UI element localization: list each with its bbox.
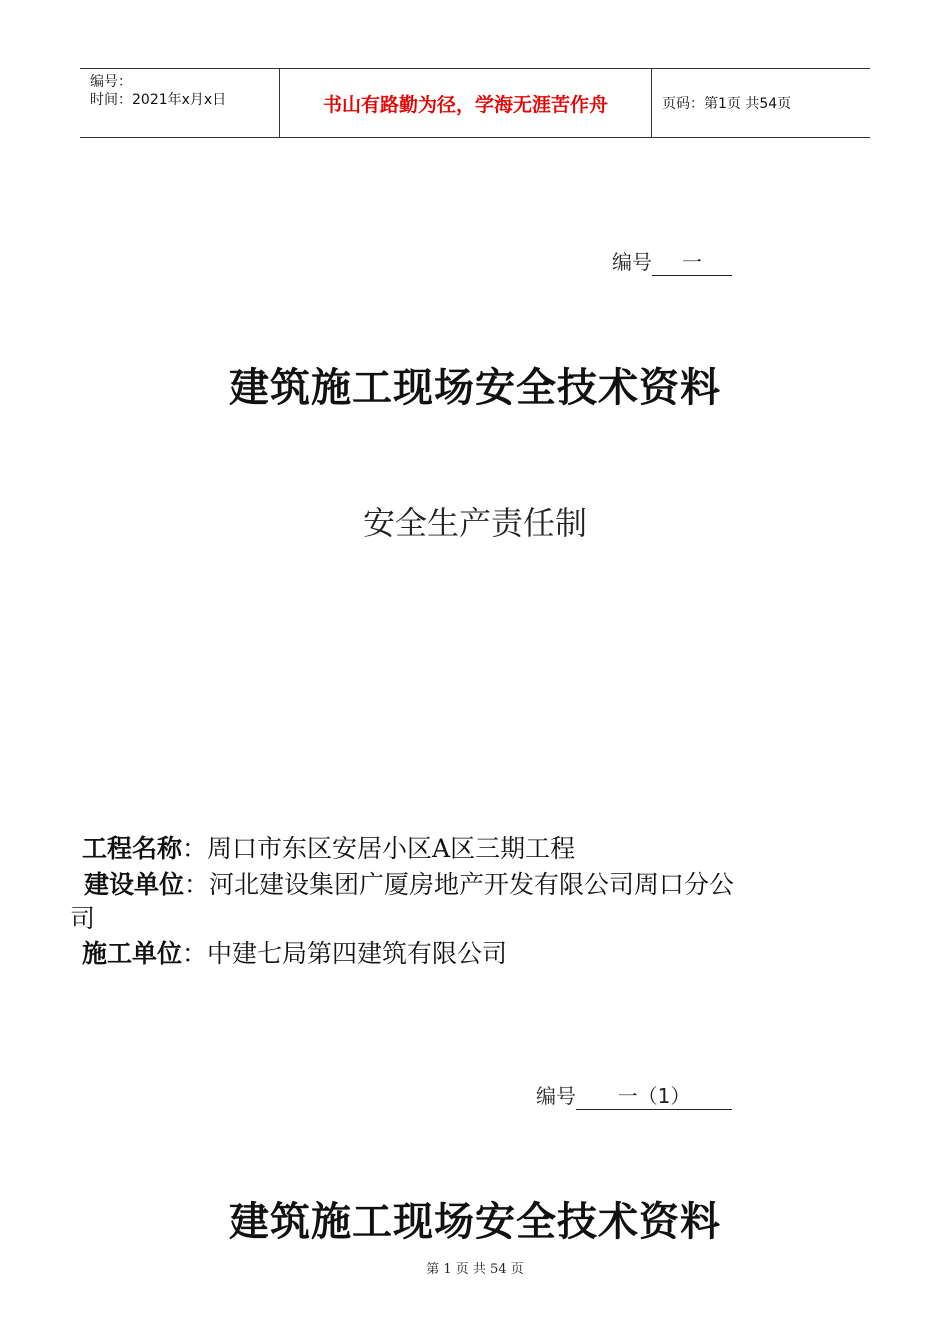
header-motto: 书山有路勤为径，学海无涯苦作舟 [280,69,652,137]
project-name-value: ：周口市东区安居小区A区三期工程 [182,834,576,863]
doc2-title: 建筑施工现场安全技术资料 [229,1199,721,1245]
header-time-label: 时间：2021年x月x日 [90,92,227,108]
doc-number-label: 编号 [612,250,652,274]
doc-number-value: 一 [652,246,732,276]
project-name-label: 工程名称 [82,834,183,863]
doc-title: 建筑施工现场安全技术资料 [229,365,721,411]
header-meta-cell [80,69,280,137]
doc2-number-label: 编号 [536,1084,576,1108]
page-footer: 第 1 页 共 54 页 [426,1262,524,1277]
doc2-number-value: 一（1） [576,1080,732,1110]
builder-value: ：河北建设集团广厦房地产开发有限公司周口分公 [184,870,735,899]
builder-label: 建设单位 [84,870,185,899]
builder-value-continued [70,902,95,936]
builder-line [84,868,734,902]
doc2-number-line [536,1080,732,1110]
contractor-value: ：中建七局第四建筑有限公司 [182,939,508,968]
builder-value-wrap: 司 [70,904,96,933]
contractor-line [82,937,507,971]
page-header-table [80,68,870,138]
header-number-label: 编号： [90,74,132,90]
project-name-line [82,832,575,866]
header-page-info: 页码：第1页 共54页 [662,96,792,112]
contractor-label: 施工单位 [82,939,183,968]
doc-number-line [612,246,732,276]
doc-subtitle: 安全生产责任制 [362,504,587,542]
